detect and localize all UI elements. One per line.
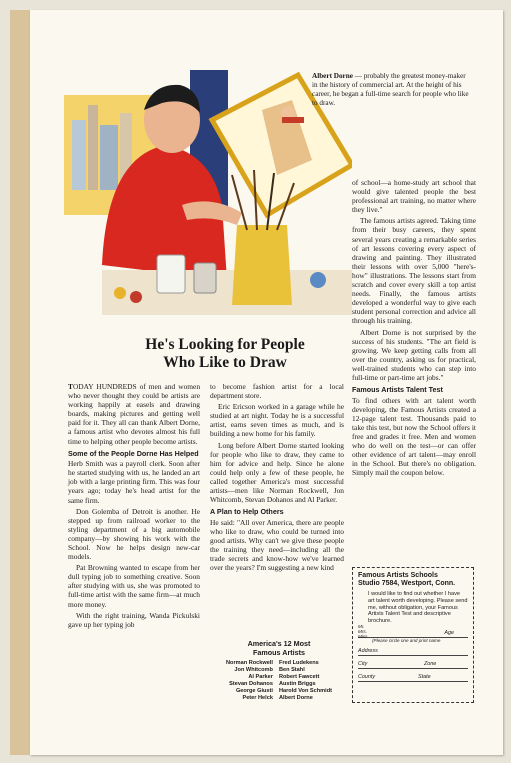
paragraph: Eric Ericson worked in a garage while he studied at art night. Today he is a successful artist, earns seven times as much, and is building a new home for his family. <box>210 402 344 439</box>
paragraph: With the right training, Wanda Pickulski gave up her typing job <box>68 610 200 629</box>
state-label: State <box>418 673 431 680</box>
subheading: Famous Artists Talent Test <box>352 385 443 395</box>
artist-name: Stevan Dohanos <box>229 681 273 687</box>
paint-jar <box>194 263 216 293</box>
paragraph: To find others with art talent worth developing, the Famous Artists created a 12-page talent test. Thousands paid to take this test, but now the School offers it free and grades it free. Men and women who do well on the test—or can offer other evidence of art talent—may enroll in the School. But there's no obligation. Simply mail the coupon below. <box>352 395 476 478</box>
paragraph: Albert Dorne is not surprised by the success of his students. "The art field is growing. We keep getting calls from all over the country, asking us for practical, well-trained students who can step into full-time or part-time art jobs." <box>352 327 476 382</box>
headline-line-1: He's Looking for People <box>145 336 305 353</box>
paragraph: Herb Smith was a payroll clerk. Soon after he started studying with us, he landed an art job with a large printing firm. This was four years ago; today he's head artist for the same firm. <box>68 459 200 505</box>
paragraph: Long before Albert Dorne started looking for people who like to draw, they came to him for advice and help. Since he alone could help only a few of these people, he called together America's most successful artists—men like Norman Rockwell, Jon Whitcomb, Stevan Dohanos and Al Parker. <box>210 440 344 505</box>
paint-can <box>157 255 185 293</box>
famous-artists-list <box>212 640 346 702</box>
artist-name: Al Parker <box>248 674 273 680</box>
lead-caps: ODAY HUNDREDS <box>72 382 137 391</box>
title-mr: Mr. <box>358 623 365 629</box>
age-label: Age <box>444 629 454 636</box>
mail-coupon[interactable] <box>352 567 474 703</box>
address-field[interactable] <box>358 646 468 656</box>
building-3 <box>100 125 118 190</box>
artist-name: Harold Von Schmidt <box>278 688 332 694</box>
coupon-body: I would like to find out whether I have art talent worth developing. Please send me, without obligation, your Famous Artists Talent Test and descriptive brochure. <box>368 591 468 625</box>
caption-text: — probably the greatest money-maker in the history of commercial art. At the height of his career, he began a full-time search for people who like to draw. <box>312 72 469 107</box>
paragraph: He said: "All over America, there are people who like to draw, who could be turned into good artists. Why can't we give these people the training they need—including all the trade secrets and know-how we've learned over the years? I'm suggesting a new kind <box>210 517 344 573</box>
artist-name: Albert Dorne <box>278 695 313 701</box>
table-row <box>223 674 335 681</box>
artist-name: Robert Fawcett <box>278 674 320 680</box>
table-row <box>223 660 335 667</box>
paragraph: to become fashion artist for a local department store. <box>210 382 344 401</box>
table-row <box>223 688 335 695</box>
circle-note: (Please circle one and print name <box>372 637 441 643</box>
headline-line-2: Who Like to Draw <box>163 354 287 371</box>
artist-name: Fred Ludekens <box>278 660 319 666</box>
title-mrs: Mrs. <box>358 628 367 634</box>
artist-name: Ben Stahl <box>278 667 305 673</box>
list-title-line-2: Famous Artists <box>252 647 306 657</box>
county-label: County <box>358 673 376 680</box>
city-label: City <box>358 660 368 667</box>
subheading: Some of the People Dorne Has Helped <box>68 448 199 458</box>
building-2 <box>88 105 98 190</box>
paint-tube-1 <box>114 287 126 299</box>
paragraph: Pat Browning wanted to escape from her dull typing job to something creative. Soon after studying with us, she was promoted to full-time artist with the same firm—at much more money. <box>68 563 200 609</box>
title-miss: Miss <box>358 633 368 639</box>
county-state-field[interactable] <box>358 672 468 682</box>
artist-name: Austin Briggs <box>278 681 316 687</box>
artists-table <box>223 660 335 702</box>
artist-name: Jon Whitcomb <box>234 667 273 673</box>
coupon-address: Studio 7584, Westport, Conn. <box>358 580 456 587</box>
building-1 <box>72 120 86 190</box>
subheading: A Plan to Help Others <box>210 507 284 517</box>
paint-tube-2 <box>130 291 142 303</box>
artist-illustration <box>62 65 352 315</box>
article-column-3 <box>352 178 476 479</box>
zone-label: Zone <box>424 660 437 667</box>
artist-name: Norman Rockwell <box>226 660 273 666</box>
paragraph <box>68 382 200 446</box>
city-zone-field[interactable] <box>358 659 468 669</box>
painted-hat <box>282 117 304 123</box>
address-label: Address <box>358 647 378 654</box>
name-field[interactable] <box>358 623 468 639</box>
list-title-line-1: America's 12 Most <box>247 639 311 648</box>
artist-name: George Giusti <box>235 688 273 694</box>
lead-text: of men and women who never thought they could be artists are working happily at easels and drawing boards, making pictures and getting well paid for it. They all can thank Albert Dorne, a famous artist who devotes almost his full time to helping other people become artists. <box>68 382 201 446</box>
table-row <box>223 667 335 674</box>
drop-cap: T <box>68 382 73 391</box>
table-row <box>223 681 335 688</box>
paragraph: The famous artists agreed. Taking time from their busy careers, they spent several years creating a remarkable series of art lessons covering every aspect of drawing and painting. They illustrated their lessons with over 5,000 "here's-how" illustrations. The lessons start from scratch and cover every skill a top artist needs. Finally, the famous artists developed a wonderful way to give each student personal correction and advice all through his training. <box>352 216 476 326</box>
brush-jar <box>232 225 292 305</box>
paragraph: Don Golemba of Detroit is another. He stepped up from railroad worker to the styling department of a big automobile company—by showing his work with the School. Now he helps design new-car models. <box>68 506 200 562</box>
table-row <box>223 695 335 702</box>
caption-name: Albert Dorne <box>312 72 353 80</box>
headline <box>60 336 390 372</box>
artist-name: Peter Helck <box>242 695 273 701</box>
palette-cup <box>310 272 326 288</box>
illustration-caption <box>312 72 472 108</box>
article-column-1 <box>68 382 200 631</box>
article-column-2 <box>210 382 344 574</box>
paragraph: of school—a home-study art school that would give talented people the best professional art training, no matter where they live." <box>352 178 476 215</box>
coupon-school-name: Famous Artists Schools <box>358 572 438 579</box>
